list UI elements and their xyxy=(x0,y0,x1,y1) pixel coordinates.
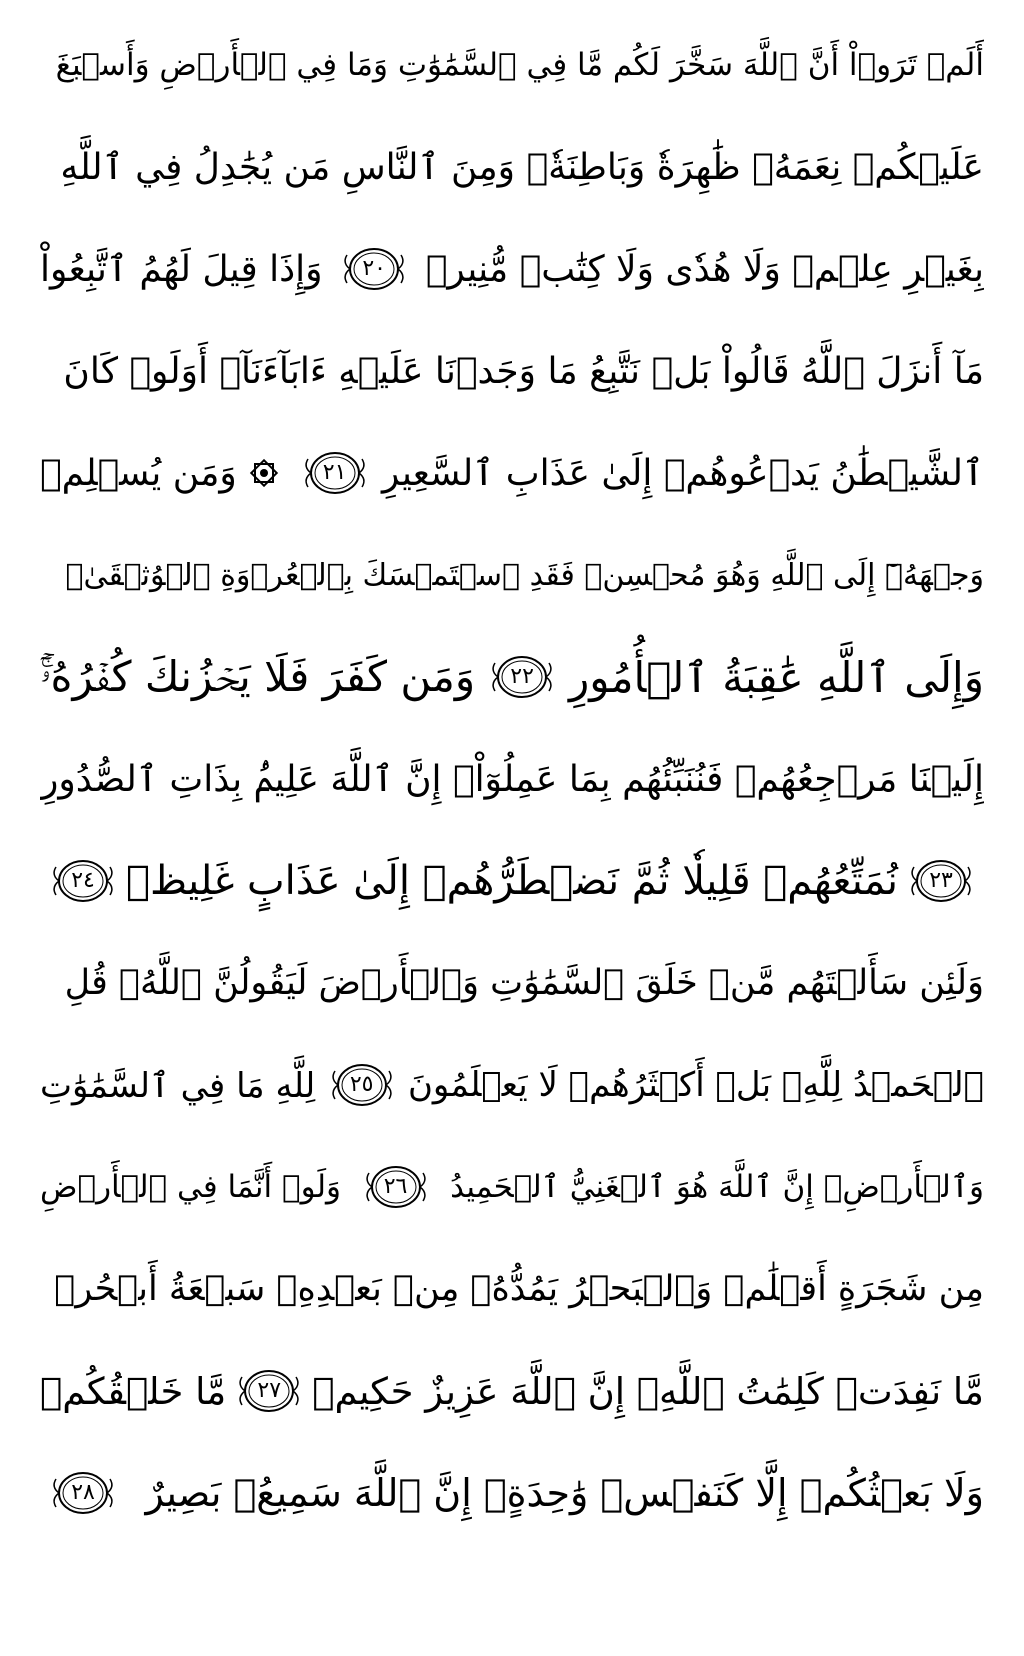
text-line xyxy=(40,320,984,422)
text-line xyxy=(40,218,984,320)
text-line xyxy=(40,422,984,524)
ayah-number: ٢٤ xyxy=(71,868,95,893)
ayah-end-marker xyxy=(300,446,370,500)
ayah-number: ٢٨ xyxy=(71,1480,95,1505)
line-text: أَلَمۡ تَرَوۡاْ أَنَّ ٱللَّهَ سَخَّرَ لَكُم مَّا فِي ٱلسَّمَٰوَٰتِ وَمَا فِي ٱلۡأَرۡضِ وَأَسۡبَغَ xyxy=(55,47,984,83)
ayah-end-marker xyxy=(234,1364,304,1418)
ayah-end-marker xyxy=(48,1466,118,1520)
line-text: وَإِلَى ٱللَّهِ عَٰقِبَةُ ٱلۡأُمُورِ xyxy=(568,652,984,702)
line-text: نُمَتِّعُهُمۡ قَلِيلٗا ثُمَّ نَضۡطَرُّهُمۡ إِلَىٰ عَذَابٍ غَلِيظٖ xyxy=(126,858,898,904)
text-line xyxy=(40,728,984,830)
text-line xyxy=(40,1340,984,1442)
line-text: مَّا نَفِدَتۡ كَلِمَٰتُ ٱللَّهِۗ إِنَّ ٱللَّهَ عَزِيزٌ حَكِيمٞ xyxy=(312,1369,984,1413)
line-text: مَّا خَلۡقُكُمۡ xyxy=(40,1369,227,1413)
line-text: ٱلۡحَمۡدُ لِلَّهِۚ بَلۡ أَكۡثَرُهُمۡ لَا يَعۡلَمُونَ xyxy=(407,1065,984,1105)
line-text: مَآ أَنزَلَ ٱللَّهُ قَالُواْ بَلۡ نَتَّبِعُ مَا وَجَدۡنَا عَلَيۡهِ ءَابَآءَنَآۚ أَوَلَوۡ كَانَ xyxy=(63,350,984,392)
ayah-number: ٢٥ xyxy=(349,1072,374,1097)
line-text: مِن شَجَرَةٍ أَقۡلَٰمٞ وَٱلۡبَحۡرُ يَمُدُّهُۥ مِنۢ بَعۡدِهِۦ سَبۡعَةُ أَبۡحُرٖ xyxy=(54,1269,984,1309)
ayah-end-marker xyxy=(339,242,409,296)
line-text: بِغَيۡرِ عِلۡمٖ وَلَا هُدٗى وَلَا كِتَٰبٖ مُّنِيرٖ xyxy=(425,248,984,290)
text-line xyxy=(40,14,984,116)
text-line xyxy=(40,1442,984,1544)
ayah-number: ٢٧ xyxy=(257,1378,282,1403)
line-text: وَلَوۡ أَنَّمَا فِي ٱلۡأَرۡضِ xyxy=(40,1169,342,1205)
ayah-number: ٢٦ xyxy=(383,1174,408,1199)
text-line xyxy=(40,1034,984,1136)
line-text: وَمَن يُسۡلِمۡ xyxy=(40,452,237,494)
line-text: وَلَئِن سَأَلۡتَهُم مَّنۡ خَلَقَ ٱلسَّمَٰوَٰتِ وَٱلۡأَرۡضَ لَيَقُولُنَّ ٱللَّهُۚ قُلِ xyxy=(64,963,984,1003)
text-line xyxy=(40,830,984,932)
line-text: وَمَن كَفَرَ فَلَا يَحۡزُنكَ كُفۡرُهُۥٓۚ xyxy=(40,652,476,701)
text-line xyxy=(40,1238,984,1340)
line-text: وَلَا بَعۡثُكُمۡ إِلَّا كَنَفۡسٖ وَٰحِدَةٍۚ إِنَّ ٱللَّهَ سَمِيعُۢ بَصِيرٌ xyxy=(145,1471,984,1515)
text-line xyxy=(40,1136,984,1238)
line-text: وَٱلۡأَرۡضِۚ إِنَّ ٱللَّهَ هُوَ ٱلۡغَنِيُّ ٱلۡحَمِيدُ xyxy=(450,1169,984,1205)
line-text: وَإِذَا قِيلَ لَهُمُ ٱتَّبِعُواْ xyxy=(40,248,323,290)
line-text: إِلَيۡنَا مَرۡجِعُهُمۡ فَنُنَبِّئُهُم بِمَا عَمِلُوٓاْۚ إِنَّ ٱللَّهَ عَلِيمُۢ بِذَاتِ ٱلصُّدُورِ xyxy=(40,758,984,800)
ayah-end-marker xyxy=(327,1058,397,1112)
ayah-number: ٢٣ xyxy=(929,868,953,893)
line-text: ٱلشَّيۡطَٰنُ يَدۡعُوهُمۡ إِلَىٰ عَذَابِ ٱلسَّعِيرِ xyxy=(381,452,984,494)
ayah-end-marker xyxy=(361,1160,431,1214)
ayah-end-marker xyxy=(48,854,118,908)
rub-el-hizb-icon xyxy=(247,456,281,490)
text-line xyxy=(40,116,984,218)
line-text: وَجۡهَهُۥٓ إِلَى ٱللَّهِ وَهُوَ مُحۡسِنٞ فَقَدِ ٱسۡتَمۡسَكَ بِٱلۡعُرۡوَةِ ٱلۡوُثۡقَىٰۗ xyxy=(65,557,984,593)
text-line xyxy=(40,626,984,728)
text-line xyxy=(40,524,984,626)
ayah-number: ٢١ xyxy=(322,460,347,485)
text-line xyxy=(40,932,984,1034)
ayah-number: ٢٢ xyxy=(510,664,534,689)
ayah-number: ٢٠ xyxy=(362,256,386,281)
ayah-end-marker xyxy=(906,854,976,908)
ayah-end-marker xyxy=(487,650,557,704)
verse-lines xyxy=(40,14,984,1544)
line-text: لِلَّهِ مَا فِي ٱلسَّمَٰوَٰتِ xyxy=(40,1065,316,1106)
line-text: عَلَيۡكُمۡ نِعَمَهُۥ ظَٰهِرَةٗ وَبَاطِنَةٗۗ وَمِنَ ٱلنَّاسِ مَن يُجَٰدِلُ فِي ٱللَّهِ xyxy=(60,146,984,188)
